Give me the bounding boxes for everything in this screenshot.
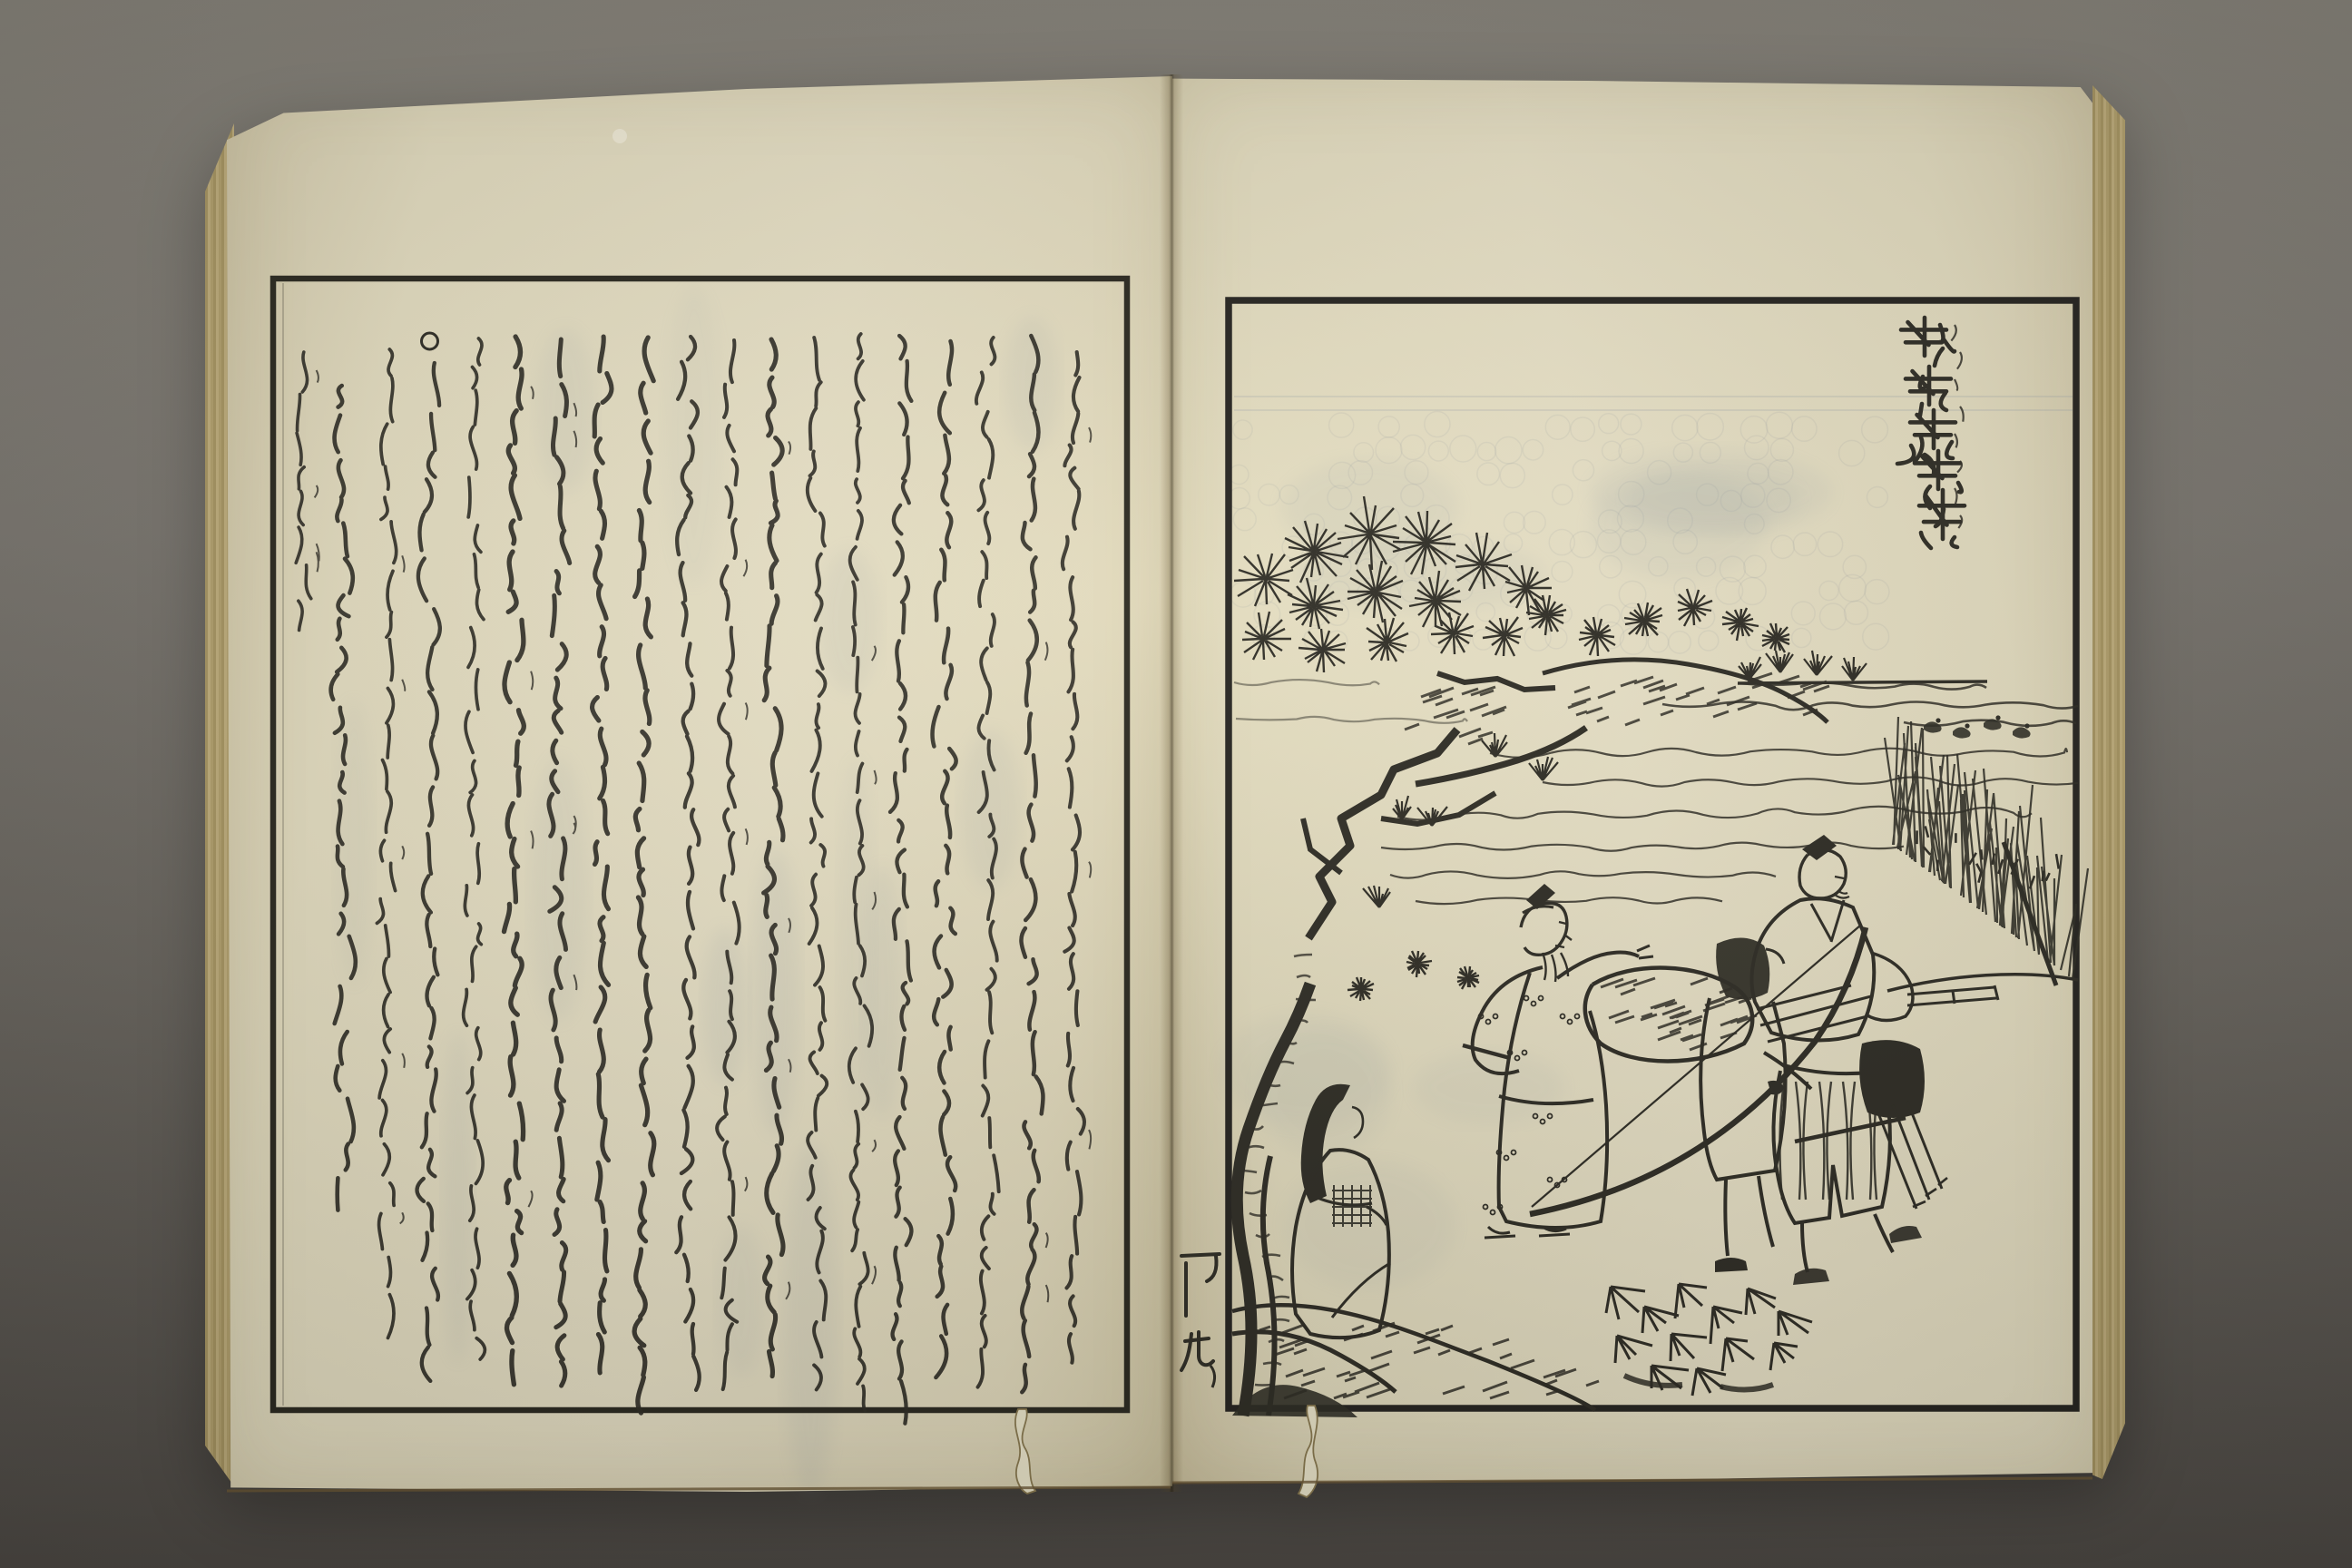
right-page-frame (1229, 300, 2076, 1408)
grass-mound (1585, 968, 1871, 1062)
text-column (849, 334, 877, 1411)
text-column (764, 339, 791, 1377)
text-column (417, 333, 440, 1381)
far-shore (1363, 651, 2078, 991)
text-column (331, 386, 356, 1210)
samurai-archer-figure (1530, 835, 1998, 1285)
right-page-showthrough (1220, 397, 2073, 1289)
gutter-fold (1160, 74, 1183, 1492)
text-column (377, 349, 405, 1338)
old-man-figure (1463, 884, 1653, 1238)
text-column (296, 352, 319, 631)
leaf-number-mark (1181, 1254, 1220, 1387)
text-columns (296, 333, 1091, 1424)
page-bottom-edges (227, 1478, 2092, 1491)
illustration (1232, 496, 2088, 1417)
text-column (593, 337, 612, 1373)
text-column (933, 341, 956, 1377)
text-column (676, 337, 699, 1390)
maiden-figure (1292, 1084, 1390, 1338)
bamboo-grass (1606, 1284, 1812, 1396)
waterfowl (1924, 715, 2031, 738)
text-column (1021, 336, 1048, 1392)
tree-roots-ground (1232, 1305, 1599, 1417)
text-column (549, 339, 576, 1386)
text-column (634, 338, 654, 1413)
pine-tree (1234, 496, 1789, 1416)
left-page (227, 76, 1172, 1492)
text-column (1063, 352, 1091, 1363)
reed-bank (1885, 717, 2088, 985)
text-column (808, 338, 827, 1390)
text-column (976, 338, 999, 1387)
text-column (717, 340, 748, 1389)
illustration-title (1897, 318, 1965, 548)
paper-tears (612, 129, 1318, 1497)
left-page-frame (273, 279, 1127, 1410)
river-waves (1234, 680, 2078, 904)
right-bank (1405, 660, 1829, 744)
left-page-edges (205, 123, 234, 1486)
left-page-showthrough (335, 286, 1059, 1495)
samurai-rear-figure (1700, 937, 1811, 1272)
text-column (890, 336, 911, 1424)
right-page (1172, 74, 2094, 1483)
right-page-edges (2092, 85, 2125, 1479)
text-column (464, 338, 485, 1359)
text-column (505, 337, 534, 1385)
